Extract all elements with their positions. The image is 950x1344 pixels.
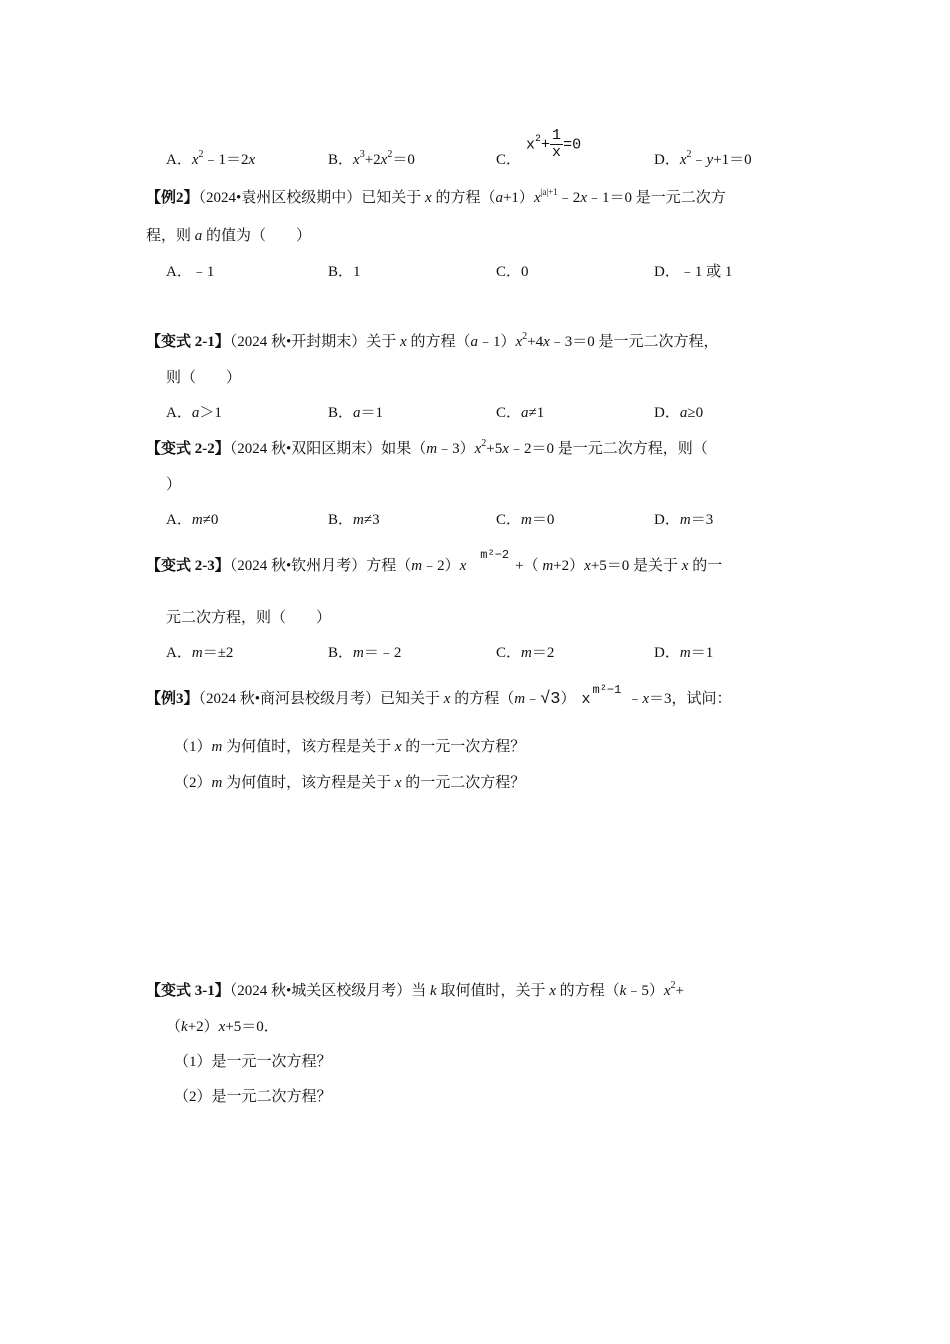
- option-text: ＝1: [690, 645, 714, 661]
- numerator: 1: [552, 127, 562, 144]
- variant-3-1-question-2: （2）是一元二次方程？: [174, 1089, 332, 1105]
- option-text: ≠3: [363, 512, 380, 528]
- var-x: x: [218, 1019, 226, 1035]
- variant-tag: 【变式 3-1】: [146, 983, 230, 999]
- text: ﹣1）: [477, 334, 516, 350]
- option-text: ﹣: [691, 152, 707, 168]
- var-m: m: [191, 645, 203, 661]
- text: （: [166, 1019, 182, 1035]
- text: 的一元一次方程？: [401, 739, 526, 755]
- var-x: x: [515, 334, 523, 350]
- var-x: x: [549, 983, 556, 999]
- text: 程，则: [146, 228, 195, 244]
- var-x: x: [248, 152, 256, 168]
- text: 的方程（: [431, 190, 496, 206]
- option-a: A．﹣1: [166, 264, 215, 280]
- var-x: x: [533, 190, 541, 206]
- text: +4: [527, 334, 544, 350]
- exponent: 2: [670, 980, 676, 991]
- var-a: a: [521, 405, 529, 421]
- option-text: ＝±2: [202, 645, 234, 661]
- denominator: x: [552, 144, 562, 161]
- variant-tag: 【变式 2-1】: [146, 334, 230, 350]
- text: +1）: [502, 190, 534, 206]
- example-3-question-2: [174, 773, 525, 793]
- option-label: B．: [328, 645, 354, 661]
- exponent: 2: [522, 331, 528, 342]
- option-a: [166, 403, 222, 423]
- text: ﹣2）: [422, 558, 460, 574]
- var-m: m: [679, 645, 691, 661]
- option-label: B．: [328, 152, 354, 168]
- var-m: m: [679, 512, 691, 528]
- example-3-line1: [146, 683, 732, 710]
- option-c: [496, 403, 544, 423]
- option-d: [654, 510, 713, 530]
- var-x: x: [584, 558, 591, 574]
- variant-2-2-line1: [146, 439, 708, 459]
- text: ﹣2: [557, 190, 581, 206]
- var-m: m: [211, 739, 223, 755]
- text: （2024 秋•商河县校级月考）已知关于: [198, 691, 444, 707]
- option-text: =0: [563, 136, 582, 154]
- var-x: x: [394, 739, 402, 755]
- text: +5＝0．: [225, 1019, 279, 1035]
- option-d: [654, 643, 713, 663]
- var-m: m: [521, 645, 532, 661]
- option-label: D．: [654, 152, 680, 168]
- example-2-line2: [146, 226, 311, 246]
- var-a: a: [470, 334, 478, 350]
- exponent: m²−2: [480, 548, 510, 562]
- text: （1）: [174, 739, 212, 755]
- option-label: A．: [166, 645, 192, 661]
- option-c-label: [496, 150, 521, 170]
- var-x: x: [443, 691, 451, 707]
- text: 的方程（: [450, 691, 515, 707]
- text: +2）: [553, 558, 585, 574]
- var-x: x: [459, 558, 467, 574]
- var-x: x: [580, 190, 587, 206]
- text: 的值为（ ）: [202, 228, 312, 244]
- var-x: x: [581, 691, 591, 708]
- exponent: 2: [686, 149, 692, 160]
- option-text: ＝3: [690, 512, 714, 528]
- var-m: m: [514, 691, 526, 707]
- text: +5＝0 是关于: [590, 558, 682, 574]
- option-text: ＝0: [531, 512, 555, 528]
- text: ﹣: [627, 691, 643, 707]
- variant-2-1-line1: [146, 332, 719, 352]
- var-x: x: [425, 190, 432, 206]
- text: +5: [486, 441, 503, 457]
- var-a: a: [353, 405, 361, 421]
- text: ）: [560, 691, 576, 707]
- var-a: a: [679, 405, 688, 421]
- option-label: C．: [496, 512, 522, 528]
- var-m: m: [353, 645, 364, 661]
- text: （2）: [174, 775, 212, 791]
- var-k: k: [430, 983, 437, 999]
- text: ＝3，试问：: [649, 691, 732, 707]
- option-a: [166, 510, 218, 530]
- option-b: [328, 150, 415, 170]
- var-x: x: [642, 691, 650, 707]
- text: 的方程（: [555, 983, 620, 999]
- option-c-formula: [526, 128, 581, 161]
- option-label: D．: [654, 512, 680, 528]
- var-x: x: [543, 334, 550, 350]
- option-b: [328, 510, 380, 530]
- text: +（: [515, 558, 543, 574]
- option-text: ＝﹣2: [363, 645, 402, 661]
- exponent: 2: [387, 149, 393, 160]
- text: （2024 秋•钦州月考）方程（: [229, 558, 412, 574]
- var-m: m: [211, 775, 223, 791]
- text: 的方程（: [406, 334, 471, 350]
- var-x: x: [474, 441, 482, 457]
- example-2-line1: [146, 188, 726, 208]
- exponent: 3: [359, 149, 365, 160]
- variant-2-1-line2: 则（ ）: [166, 370, 242, 386]
- option-text: ＝2: [531, 645, 555, 661]
- exponent: 2: [481, 438, 487, 449]
- variant-3-1-question-1: （1）是一元一次方程？: [174, 1054, 332, 1070]
- variant-2-3-line1: [146, 548, 723, 577]
- var-m: m: [521, 512, 532, 528]
- variant-3-1-line1: [146, 981, 684, 1001]
- var-x: x: [191, 152, 199, 168]
- text: （2024 秋•城关区校级月考）当: [229, 983, 431, 999]
- var-x: x: [380, 152, 388, 168]
- text: （2024•袁州区校级期中）已知关于: [198, 190, 426, 206]
- variant-tag: 【变式 2-2】: [146, 441, 230, 457]
- option-text: ≠1: [528, 405, 545, 421]
- var-x: x: [353, 152, 360, 168]
- option-b: [328, 643, 401, 663]
- var-a: a: [194, 228, 203, 244]
- option-b: [328, 403, 383, 423]
- text: ﹣3＝0 是一元二次方程，: [549, 334, 719, 350]
- exponent: m²−1: [592, 683, 622, 697]
- example-tag: 【例3】: [146, 691, 199, 707]
- option-label: B．: [328, 405, 354, 421]
- option-label: B．: [328, 512, 354, 528]
- exponent: |a|+1: [540, 187, 558, 197]
- var-x: x: [394, 775, 402, 791]
- option-label: A．: [166, 152, 192, 168]
- var-x: x: [400, 334, 407, 350]
- option-text: ≥0: [687, 405, 704, 421]
- option-text: +2: [364, 152, 381, 168]
- exponent: 2: [535, 134, 542, 146]
- var-x: x: [681, 558, 689, 574]
- option-label: C．: [496, 152, 522, 168]
- option-c: [496, 643, 554, 663]
- option-c: C．0: [496, 264, 529, 280]
- option-d: D．﹣1 或 1: [654, 264, 733, 280]
- var-m: m: [353, 512, 364, 528]
- option-label: A．: [166, 512, 192, 528]
- var-k: k: [181, 1019, 188, 1035]
- option-text: ＝0: [392, 152, 415, 168]
- exponent: 2: [198, 149, 204, 160]
- option-a: [166, 150, 255, 170]
- var-x: x: [526, 136, 536, 154]
- var-x: x: [502, 441, 509, 457]
- option-d: [654, 403, 703, 423]
- variant-2-3-line2: 元二次方程，则（ ）: [166, 610, 332, 626]
- text: （2024 秋•开封期末）关于: [229, 334, 401, 350]
- text: 为何值时，该方程是关于: [222, 739, 395, 755]
- option-text: +1＝0: [713, 152, 752, 168]
- var-a: a: [495, 190, 503, 206]
- option-d: [654, 150, 752, 170]
- text: 的一元二次方程？: [401, 775, 526, 791]
- sqrt-three: √3: [540, 690, 561, 709]
- variant-tag: 【变式 2-3】: [146, 558, 230, 574]
- text: 为何值时，该方程是关于: [222, 775, 395, 791]
- option-text: ＞1: [199, 405, 222, 421]
- var-m: m: [542, 558, 554, 574]
- option-label: C．: [496, 645, 522, 661]
- option-a: [166, 643, 233, 663]
- var-m: m: [411, 558, 423, 574]
- text: 取何值时，关于: [436, 983, 550, 999]
- var-m: m: [191, 512, 203, 528]
- text: +: [675, 983, 684, 999]
- option-text: ＝1: [360, 405, 384, 421]
- var-x: x: [679, 152, 687, 168]
- option-text: ﹣1＝2: [203, 152, 249, 168]
- option-label: D．: [654, 645, 680, 661]
- option-c: [496, 510, 554, 530]
- example-tag: 【例2】: [146, 190, 199, 206]
- example-3-question-1: [174, 737, 525, 757]
- text: ﹣1＝0 是一元二次方: [586, 190, 726, 206]
- var-x: x: [663, 983, 671, 999]
- text: （2024 秋•双阳区期末）如果（: [229, 441, 427, 457]
- text: ﹣3）: [437, 441, 475, 457]
- option-label: A．: [166, 405, 192, 421]
- var-y: y: [706, 152, 714, 168]
- text: +2）: [187, 1019, 219, 1035]
- text: ﹣2＝0 是一元二次方程，则（: [508, 441, 708, 457]
- var-a: a: [191, 405, 200, 421]
- fraction: [550, 128, 563, 161]
- plus-sign: +: [541, 136, 551, 154]
- option-b: B．1: [328, 264, 361, 280]
- var-m: m: [426, 441, 438, 457]
- text: ﹣: [525, 691, 541, 707]
- option-text: ≠0: [202, 512, 219, 528]
- variant-3-1-line2: [166, 1017, 279, 1037]
- variant-2-2-line2: ）: [166, 477, 182, 493]
- text: 的一: [688, 558, 723, 574]
- var-k: k: [619, 983, 627, 999]
- text: ﹣5）: [626, 983, 664, 999]
- option-label: D．: [654, 405, 680, 421]
- option-label: C．: [496, 405, 522, 421]
